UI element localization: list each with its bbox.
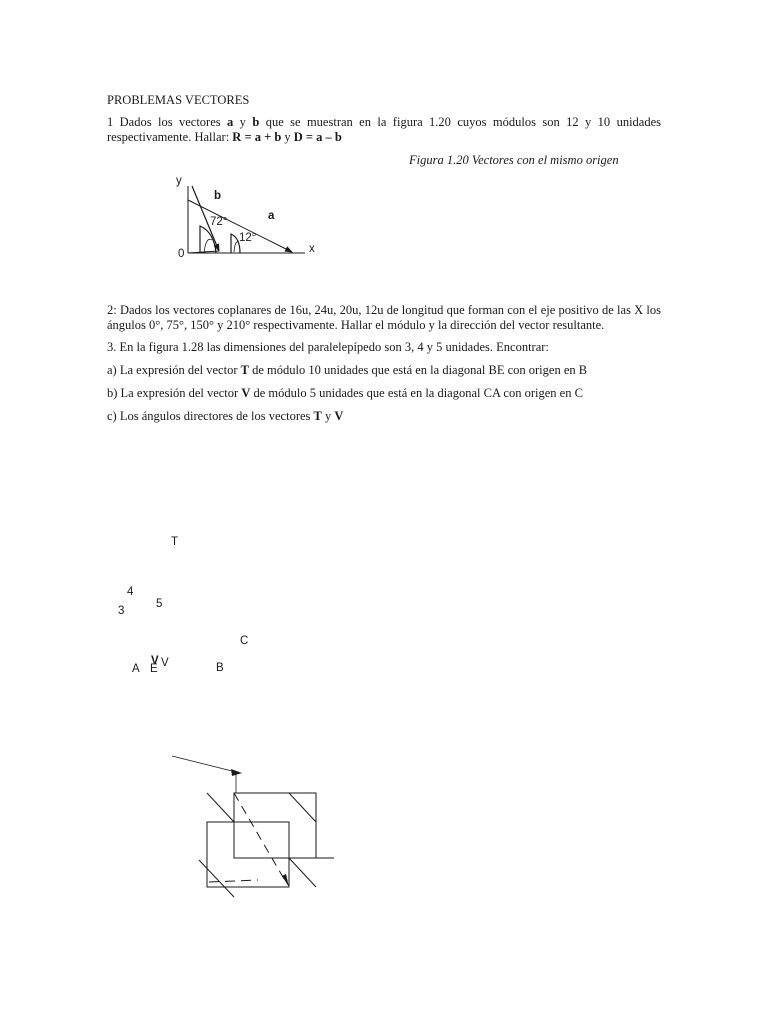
label-C: C xyxy=(240,635,249,647)
problem-1-and: y xyxy=(233,115,253,129)
problem-2: 2: Dados los vectores coplanares de 16u, 24u, 20u, 12u de longitud que forman con el eje positivo de las X los ángulos 0°, 75°, 150° y 210° respectivamente. Hallar el módulo y la dirección del vector resultante. xyxy=(107,303,661,332)
label-E: E xyxy=(150,663,158,675)
label-V: V xyxy=(161,657,169,669)
diagonal-dashed xyxy=(234,793,287,884)
label-V-bold: V xyxy=(151,655,159,667)
label-3: 3 xyxy=(118,605,125,617)
problem-1-and-2: y xyxy=(281,130,294,144)
figure-1-20-caption: Figura 1.20 Vectores con el mismo origen xyxy=(409,153,619,167)
difference-equation: D = a – b xyxy=(293,130,342,144)
problem-1-text-end: que se muestran en la figura 1.20 cuyos módulos son 12 y 10 unidades respectivamente. Hallar: xyxy=(107,115,662,144)
part-a-pre: a) La expresión del vector xyxy=(107,363,241,377)
top-arrow-line xyxy=(172,756,240,773)
edge-bottom-right xyxy=(289,858,316,887)
origin-label: 0 xyxy=(178,248,185,260)
label-B: B xyxy=(216,662,224,674)
edge-bottom-left xyxy=(199,860,234,897)
top-arrow-head xyxy=(231,769,242,776)
problem-3-part-c xyxy=(107,409,343,424)
page-title: PROBLEMAS VECTORES xyxy=(107,93,250,107)
part-c-and: y xyxy=(321,409,335,423)
front-face xyxy=(207,822,289,887)
vector-b-name: b xyxy=(214,190,222,202)
back-face xyxy=(234,793,316,858)
vector-V-label: V xyxy=(241,386,251,400)
vector-a-name: a xyxy=(268,210,275,222)
vector-V-ref: V xyxy=(334,409,344,423)
problem-3-part-a xyxy=(107,363,587,378)
problem-3-intro: 3. En la figura 1.28 las dimensiones del paralelepípedo son 3, 4 y 5 unidades. Encontrar: xyxy=(107,340,549,354)
label-4: 4 xyxy=(127,586,134,598)
vector-b-label: b xyxy=(252,115,260,129)
diagonal-arrow-head xyxy=(282,874,289,887)
part-b-pre: b) La expresión del vector xyxy=(107,386,242,400)
y-axis-label: y xyxy=(176,175,182,187)
problem-3-part-b xyxy=(107,386,583,401)
problem-1-text-start: 1 Dados los vectores xyxy=(107,115,228,129)
angle-12-label: 12° xyxy=(239,232,257,244)
part-b-post: de módulo 5 unidades que está en la diagonal CA con origen en C xyxy=(250,386,583,400)
vector-T-label: T xyxy=(240,363,249,377)
angle-72-label: 72° xyxy=(210,216,228,228)
label-5: 5 xyxy=(156,598,163,610)
edge-top-right xyxy=(289,793,316,822)
label-A: A xyxy=(132,663,140,675)
part-a-post: de módulo 10 unidades que está en la diagonal BE con origen en B xyxy=(248,363,588,377)
x-axis-label: x xyxy=(309,243,315,255)
vector-a-label: a xyxy=(227,115,234,129)
resultant-equation: R = a + b xyxy=(232,130,282,144)
edge-top-left xyxy=(207,793,234,822)
label-T: T xyxy=(171,536,179,548)
vector-T-ref: T xyxy=(313,409,322,423)
angle-72-arc-inner xyxy=(204,239,212,253)
part-c-pre: c) Los ángulos directores de los vectores xyxy=(107,409,314,423)
bottom-dashed xyxy=(209,880,258,882)
